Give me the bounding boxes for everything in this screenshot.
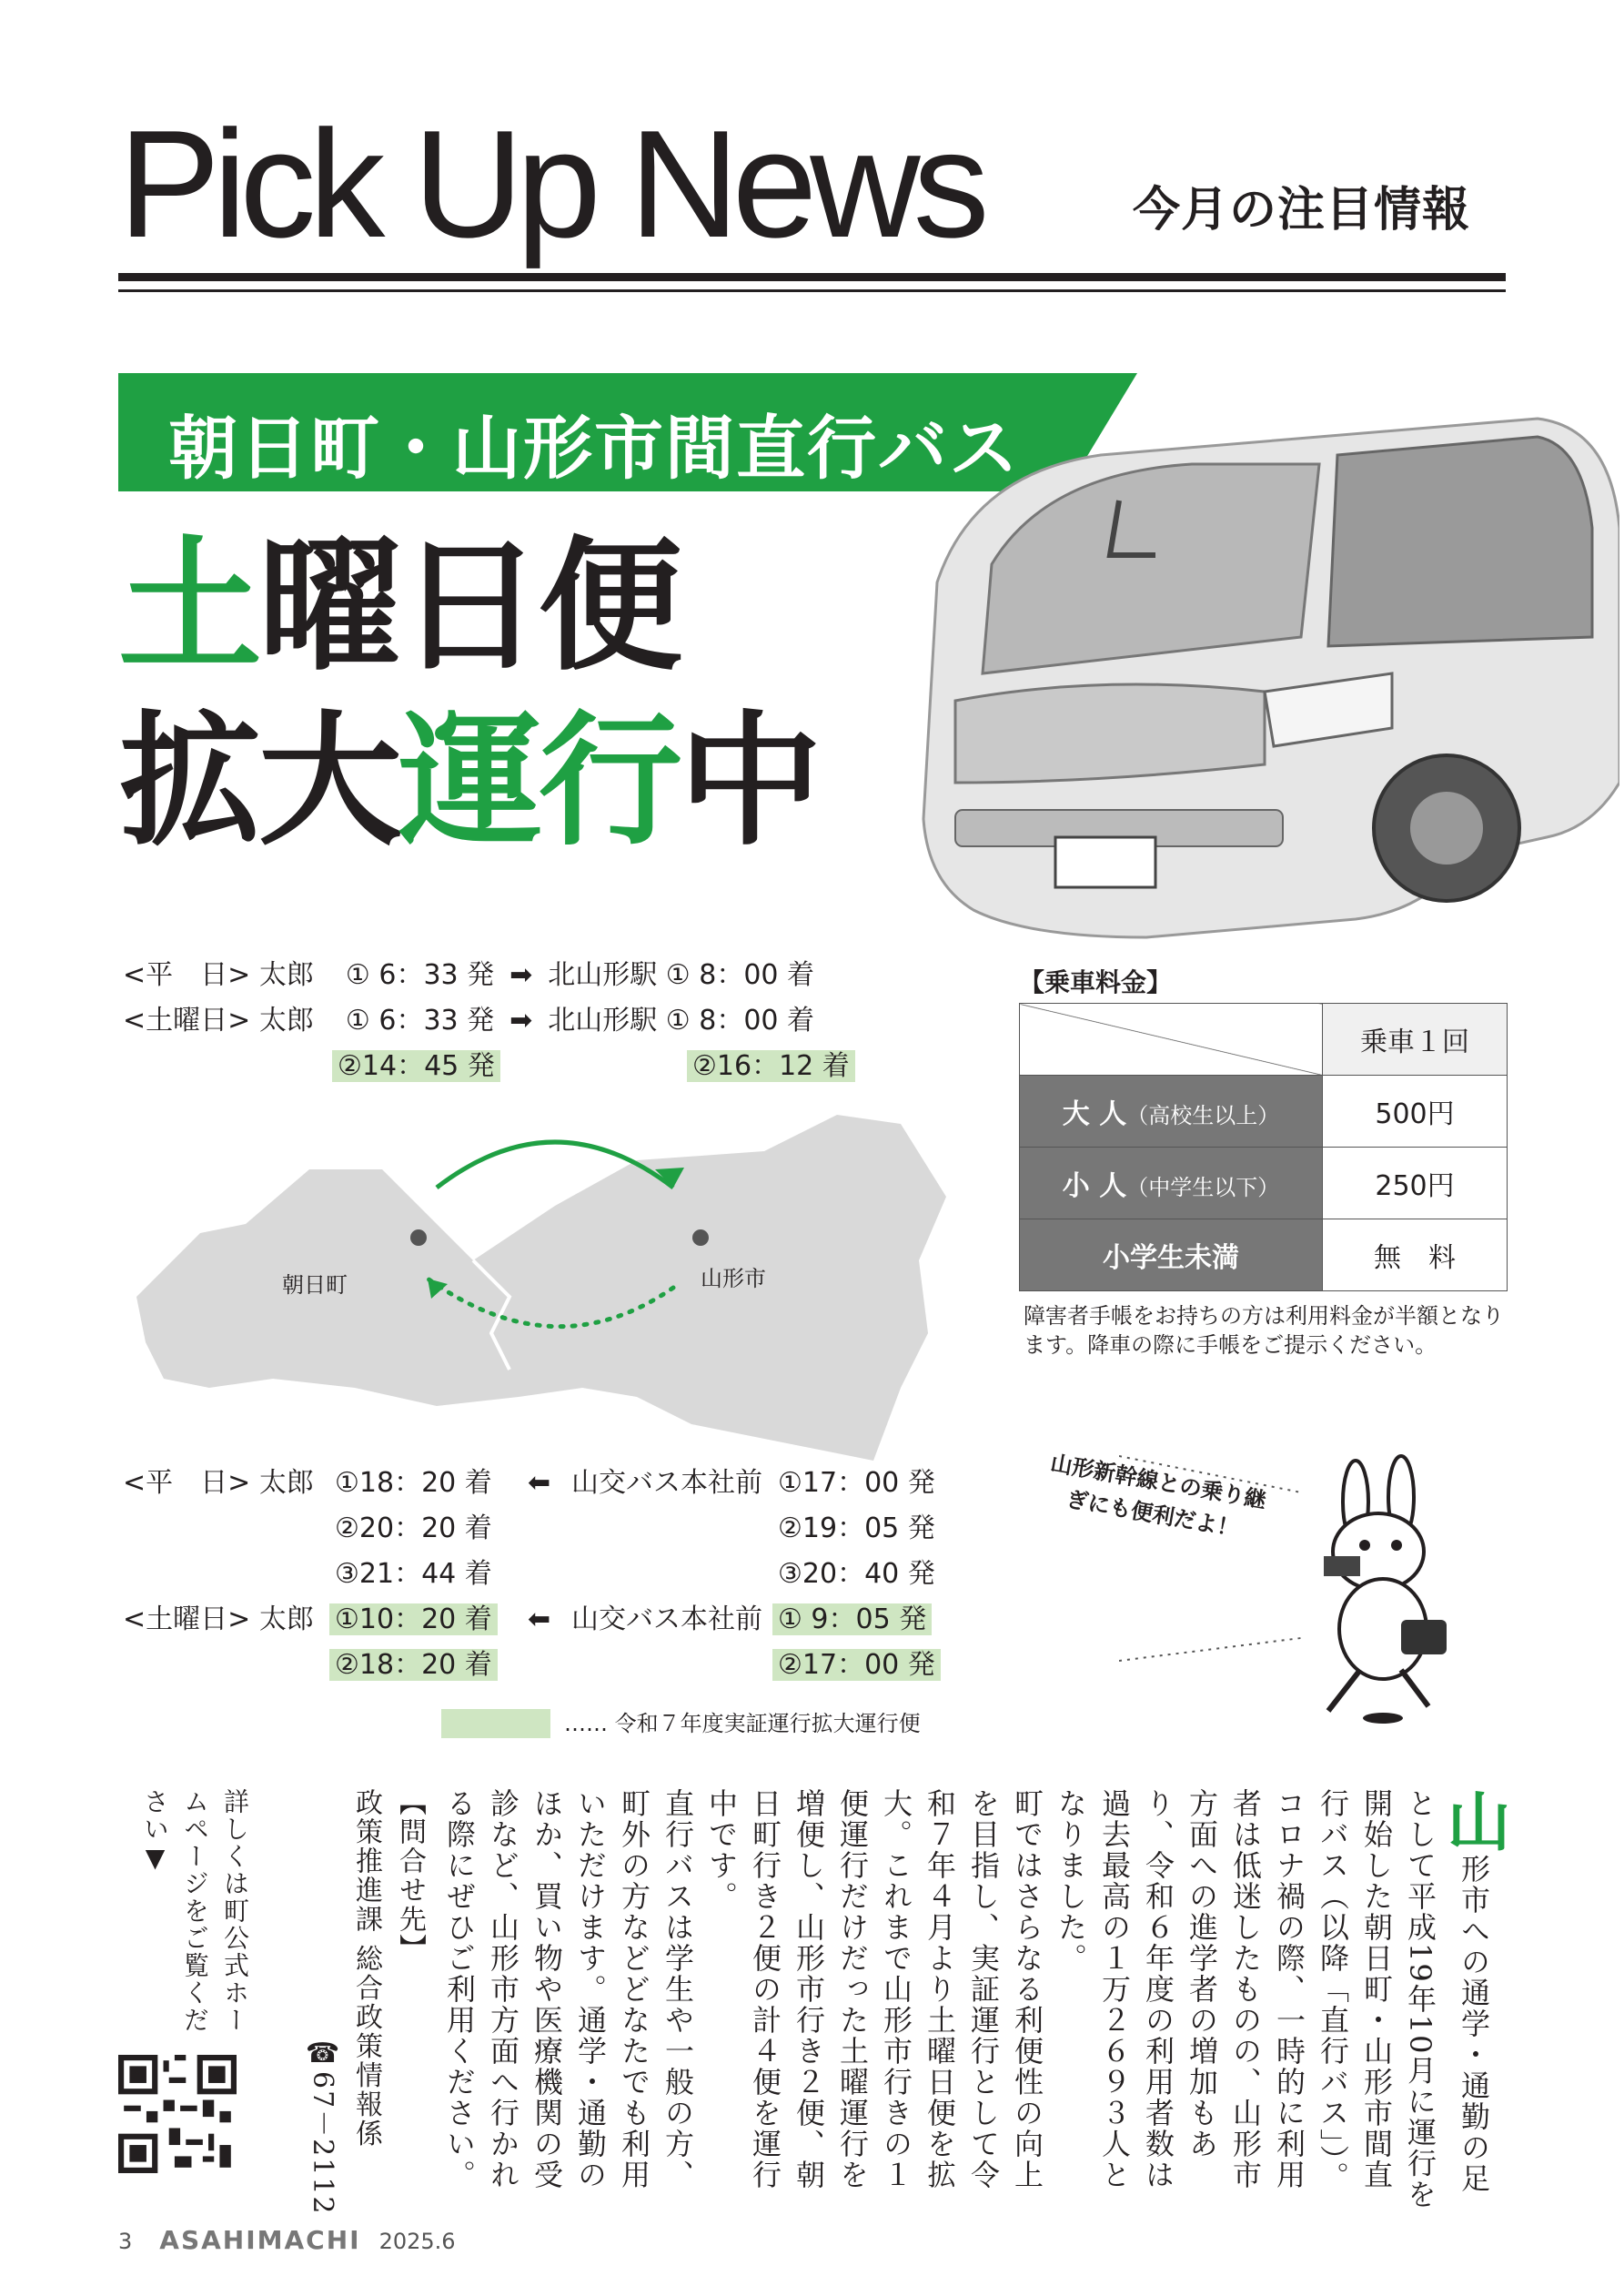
- destination: 北山形駅: [548, 959, 658, 991]
- highlight-departure: ②17：00 発: [772, 1649, 941, 1681]
- footer-date: 2025.6: [378, 2229, 456, 2254]
- fare-label: [1020, 1076, 1323, 1148]
- fare-value: 250円: [1323, 1148, 1508, 1219]
- page-subtitle: 今月の注目情報: [1133, 183, 1471, 238]
- highlight-departure: ① 9：05 発: [772, 1603, 932, 1635]
- highlight-departure: ②14：45 発: [332, 1050, 500, 1082]
- sat-return-departure: [772, 1602, 932, 1638]
- fare-header-row: [1020, 1004, 1508, 1076]
- saturday-return-label: [123, 1602, 314, 1638]
- fare-corner-cell: [1020, 1004, 1323, 1076]
- headline-green-1: 土: [118, 523, 258, 691]
- route-map: [127, 1097, 964, 1479]
- arrival-time: ① 8：00 着: [665, 1005, 815, 1037]
- return-departure: ②19：05 発: [778, 1512, 935, 1544]
- fare-label: [1020, 1219, 1323, 1291]
- fare-row: [1020, 1219, 1508, 1291]
- header-rule-thin: [118, 289, 1506, 292]
- arrow-right-icon: ➡: [509, 959, 533, 991]
- arrow-left-icon: ⬅: [528, 1603, 551, 1635]
- schedule-row-weekday-out: [123, 957, 814, 994]
- fare-label-note: （高校生以上）: [1126, 1103, 1280, 1128]
- fare-value: 500円: [1323, 1076, 1508, 1148]
- return-arrival: ③21：44 着: [335, 1558, 492, 1590]
- highlight-arrival: ②18：20 着: [329, 1649, 498, 1681]
- day-label: <土曜日>: [123, 1603, 251, 1635]
- extra-departure: [332, 1048, 500, 1085]
- map-label-asahi: 朝日町: [282, 1272, 348, 1298]
- fare-value: 無 料: [1323, 1219, 1508, 1291]
- arrival-time: ① 8：00 着: [665, 959, 815, 991]
- contact-title: 【問合せ先】: [394, 1788, 426, 1963]
- day-label: <土曜日>: [123, 1005, 251, 1037]
- map-label-yamagata: 山形市: [701, 1266, 766, 1291]
- article-body: [438, 1788, 1512, 2216]
- return-arrival: ①18：20 着: [335, 1467, 492, 1499]
- footer: [118, 2225, 456, 2255]
- headline-line1: [118, 523, 679, 691]
- fare-label-main: 小学生未満: [1103, 1242, 1239, 1274]
- sat-return-arrival: [329, 1602, 498, 1638]
- sat-return-arrival: [329, 1647, 498, 1684]
- arrow-right-icon: ➡: [509, 1005, 533, 1037]
- destination: 太郎: [258, 1467, 314, 1499]
- page-number: 3: [118, 2229, 133, 2254]
- mascot-speech: 山形新幹線との乗り継ぎにも便利だよ！: [1048, 1450, 1268, 1542]
- return-departure: ①17：00 発: [778, 1467, 935, 1499]
- page-title: Pick Up News: [118, 98, 983, 269]
- destination: 北山形駅: [548, 1005, 658, 1037]
- fare-header: 乗車１回: [1323, 1004, 1508, 1076]
- fare-label-main: 小 人: [1062, 1170, 1127, 1202]
- headline-line2: [118, 698, 819, 865]
- return-arrival: ②20：20 着: [335, 1512, 492, 1544]
- rabbit-mascot-icon: [1274, 1447, 1483, 1729]
- headline-part-b: 中: [679, 698, 819, 865]
- destination: 太郎: [258, 1603, 314, 1635]
- return-origin: 山交バス本社前: [571, 1603, 762, 1635]
- contact-dept: 政策推進課 総合政策情報係: [350, 1788, 382, 2149]
- fare-title: 【乗車料金】: [1019, 967, 1173, 997]
- fare-label-note: （中学生以下）: [1126, 1175, 1280, 1200]
- day-label: <平 日>: [123, 959, 251, 991]
- weekday-return-label: [123, 1465, 314, 1502]
- article-dropcap: 山: [1437, 1788, 1512, 1854]
- departure-time: ① 6：33 発: [345, 1005, 495, 1037]
- highlight-arrival: ②16：12 着: [687, 1050, 855, 1082]
- extra-arrival: [687, 1048, 855, 1085]
- origin: 太郎: [258, 959, 314, 991]
- highlight-arrival: ①10：20 着: [329, 1603, 498, 1635]
- fare-label: [1020, 1148, 1323, 1219]
- footer-brand: ASAHIMACHI: [159, 2225, 361, 2255]
- details-link: 詳しくは町公式ホームページをご覧ください▼: [140, 1788, 250, 2034]
- header-rule: [118, 273, 1506, 281]
- headline-rest-1: 曜日便: [258, 523, 679, 691]
- sat-return-departure: [772, 1647, 941, 1684]
- contact-phone: ☎67－2112: [307, 2038, 338, 2216]
- headline-part-a: 拡大: [118, 698, 398, 865]
- banner-text: 朝日町・山形市間直行バス: [168, 408, 1020, 489]
- origin: 太郎: [258, 1005, 314, 1037]
- legend-text: …… 令和７年度実証運行拡大運行便: [564, 1711, 921, 1736]
- contact-block: [300, 1788, 431, 2216]
- fare-note: 障害者手帳をお持ちの方は利用料金が半額となります。降車の際に手帳をご提示ください。: [1024, 1303, 1504, 1358]
- return-departure: ③20：40 発: [778, 1558, 935, 1590]
- fare-label-main: 大 人: [1062, 1098, 1127, 1130]
- return-origin: 山交バス本社前: [571, 1467, 762, 1499]
- schedule-row-saturday-out: [123, 1003, 814, 1039]
- bus-photo: [919, 400, 1619, 946]
- day-label: <平 日>: [123, 1467, 251, 1499]
- arrow-left-icon: ⬅: [528, 1467, 551, 1499]
- headline-green-2: 運行: [398, 698, 679, 865]
- qr-code-icon[interactable]: [118, 2055, 237, 2173]
- departure-time: ① 6：33 発: [345, 959, 495, 991]
- fare-row: [1020, 1148, 1508, 1219]
- legend-swatch: [441, 1709, 550, 1738]
- article-text: 形市への通学・通勤の足として平成19年10月に運行を開始した朝日町・山形市間直行バス（以降「直行バス」）。コロナ禍の際、一時的に利用者は低迷したものの、山形市方面への進学者の増加もあり、令和６年度の利用者数は過去最高の１万２６９３人となりました。 町ではさらなる利便性の向上を目指し、実証運行として令和７年４月より土曜日便を拡大。これまで山形市行きの１便運行だけだった土曜運行を増便し、山形市行き２便、朝日町行き２便の計４便を運行中です。 直行バスは学生や一般の方、町外の方などどなたでも利用いただけます。通学・通勤のほか、買い物や医療機関の受診など、山形市方面へ行かれる際にぜひご利用ください。: [442, 1788, 1491, 2210]
- fare-row: [1020, 1076, 1508, 1148]
- fare-table: [1019, 1003, 1508, 1291]
